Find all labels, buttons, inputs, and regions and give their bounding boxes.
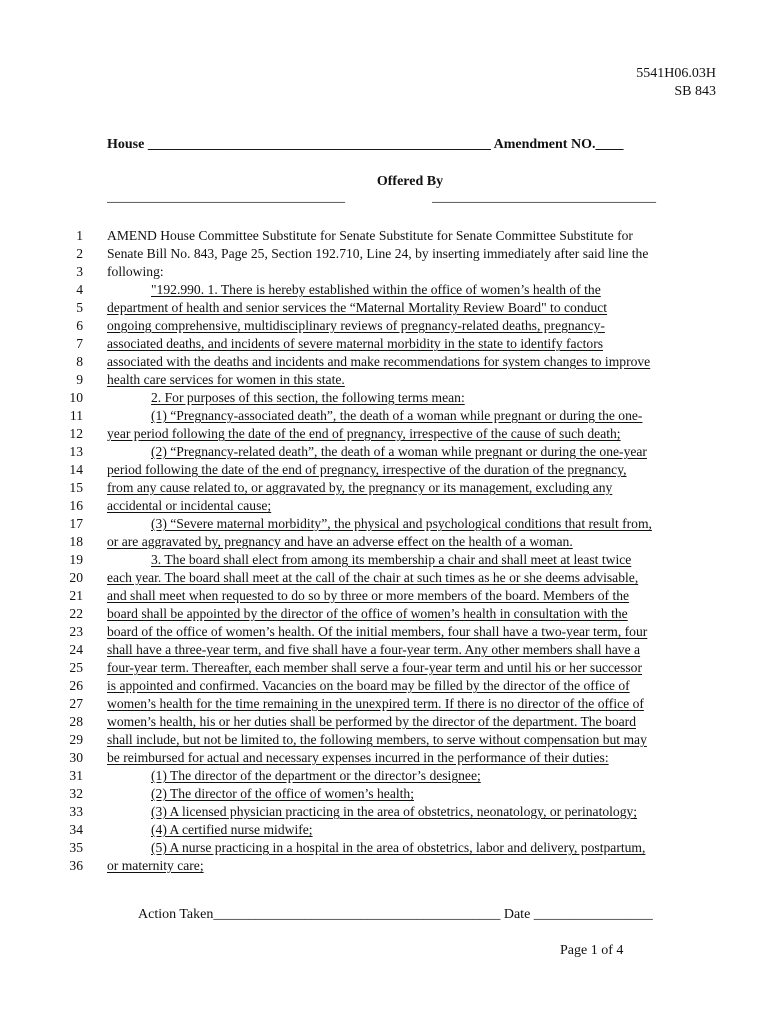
- document-line: [0, 299, 770, 317]
- document-line: [0, 353, 770, 371]
- inserted-text: or are aggravated by, pregnancy and have an adverse effect on the health of a woman.: [107, 534, 573, 549]
- line-text: [107, 839, 761, 857]
- line-text: [107, 371, 717, 389]
- line-number: 3: [76, 264, 83, 279]
- line-text: [107, 281, 761, 299]
- inserted-text: is appointed and confirmed. Vacancies on the board may be filled by the director of the office of: [107, 678, 630, 693]
- line-text: [107, 641, 717, 659]
- line-text: [107, 749, 717, 767]
- line-number: 20: [69, 570, 83, 585]
- document-line: [0, 767, 770, 785]
- line-number: 16: [69, 498, 83, 513]
- line-text: [107, 515, 761, 533]
- line-number: 25: [69, 660, 83, 675]
- line-text: [107, 659, 717, 677]
- inserted-text: associated deaths, and incidents of severe maternal morbidity in the state to identify factors: [107, 336, 604, 351]
- line-text: [107, 551, 761, 569]
- inserted-text: shall include, but not be limited to, the following members, to serve without compensation but may: [107, 732, 647, 747]
- line-text: [107, 623, 717, 641]
- inserted-text: (1) The director of the department or the director’s designee;: [151, 768, 481, 783]
- inserted-text: (3) “Severe maternal morbidity”, the physical and psychological conditions that result from,: [151, 516, 652, 531]
- document-line: [0, 587, 770, 605]
- line-text: [107, 569, 717, 587]
- line-number: 34: [69, 822, 83, 837]
- line-number: 28: [69, 714, 83, 729]
- document-line: [0, 281, 770, 299]
- line-text: [107, 803, 761, 821]
- line-number: 4: [76, 282, 83, 297]
- line-number: 33: [69, 804, 83, 819]
- document-line: [0, 317, 770, 335]
- line-number: 31: [69, 768, 83, 783]
- line-text: [107, 407, 761, 425]
- line-text: [107, 497, 717, 515]
- document-line: [0, 713, 770, 731]
- sponsor-signature-line-left: __________________________________: [107, 190, 345, 205]
- line-number: 35: [69, 840, 83, 855]
- page-number: Page 1 of 4: [560, 943, 624, 958]
- document-line: [0, 569, 770, 587]
- line-text: [107, 857, 717, 875]
- document-line: [0, 821, 770, 839]
- inserted-text: (4) A certified nurse midwife;: [151, 822, 313, 837]
- document-line: [0, 677, 770, 695]
- line-number: 23: [69, 624, 83, 639]
- line-text: [107, 335, 717, 353]
- document-line: [0, 551, 770, 569]
- line-text: [107, 389, 761, 407]
- document-line: [0, 839, 770, 857]
- offered-by-heading: Offered By: [376, 174, 444, 189]
- inserted-text: 2. For purposes of this section, the following terms mean:: [151, 390, 465, 405]
- line-number: 14: [69, 462, 83, 477]
- inserted-text: be reimbursed for actual and necessary expenses incurred in the performance of their duties:: [107, 750, 609, 765]
- inserted-text: board shall be appointed by the director of the office of women’s health in consultation with the: [107, 606, 628, 621]
- inserted-text: accidental or incidental cause;: [107, 498, 272, 513]
- line-number: 12: [69, 426, 83, 441]
- document-line: [0, 803, 770, 821]
- line-text: [107, 353, 717, 371]
- document-line: [0, 245, 770, 263]
- line-number: 15: [69, 480, 83, 495]
- inserted-text: shall have a three-year term, and five shall have a four-year term. Any other members shall have a: [107, 642, 641, 657]
- line-text: [107, 245, 717, 263]
- line-number: 18: [69, 534, 83, 549]
- line-number: 32: [69, 786, 83, 801]
- document-id: 5541H06.03H: [636, 66, 716, 81]
- document-line: [0, 785, 770, 803]
- house-label: House: [107, 137, 145, 152]
- document-line: [0, 659, 770, 677]
- line-text: [107, 767, 761, 785]
- line-text: [107, 533, 717, 551]
- document-line: [0, 371, 770, 389]
- inserted-text: (2) The director of the office of women’s health;: [151, 786, 414, 801]
- line-text: [107, 695, 717, 713]
- document-line: [0, 443, 770, 461]
- document-line: [0, 605, 770, 623]
- document-line: [0, 497, 770, 515]
- document-line: [0, 695, 770, 713]
- inserted-text: and shall meet when requested to do so by three or more members of the board. Members of the: [107, 588, 630, 603]
- date-blank: _________________: [533, 907, 653, 922]
- document-line: [0, 227, 770, 245]
- amendment-text: AMEND House Committee Substitute for Senate Substitute for Senate Committee Substitute for: [107, 228, 633, 243]
- bill-number: SB 843: [674, 84, 716, 99]
- line-number: 36: [69, 858, 83, 873]
- line-number: 17: [69, 516, 83, 531]
- document-line: [0, 749, 770, 767]
- document-line: [0, 533, 770, 551]
- inserted-text: ongoing comprehensive, multidisciplinary reviews of pregnancy-related deaths, pregnancy-: [107, 318, 605, 333]
- amendment-body: [0, 227, 770, 875]
- line-text: [107, 587, 717, 605]
- line-number: 22: [69, 606, 83, 621]
- amendment-text: following:: [107, 264, 164, 279]
- inserted-text: associated with the deaths and incidents and make recommendations for system changes to improve: [107, 354, 651, 369]
- line-number: 7: [76, 336, 83, 351]
- document-line: [0, 263, 770, 281]
- line-number: 19: [69, 552, 83, 567]
- inserted-text: or maternity care;: [107, 858, 204, 873]
- inserted-text: women’s health for the time remaining in the unexpired term. If there is no director of the office of: [107, 696, 644, 711]
- inserted-text: board of the office of women’s health. Of the initial members, four shall have a two-year term, four: [107, 624, 648, 639]
- action-taken-line: [138, 907, 718, 923]
- document-line: [0, 857, 770, 875]
- line-number: 1: [76, 228, 83, 243]
- line-number: 8: [76, 354, 83, 369]
- inserted-text: (1) “Pregnancy-associated death”, the death of a woman while pregnant or during the one-: [151, 408, 643, 423]
- line-text: [107, 299, 717, 317]
- amendment-text: Senate Bill No. 843, Page 25, Section 192.710, Line 24, by inserting immediately after said line the: [107, 246, 649, 261]
- action-taken-blank: _________________________________________: [213, 907, 501, 922]
- sponsor-signature-line-right: ________________________________: [432, 190, 656, 205]
- document-line: [0, 389, 770, 407]
- line-text: [107, 677, 717, 695]
- action-taken-label: Action Taken: [138, 907, 214, 922]
- line-text: [107, 785, 761, 803]
- document-line: [0, 425, 770, 443]
- inserted-text: "192.990. 1. There is hereby established within the office of women’s health of the: [151, 282, 601, 297]
- document-line: [0, 623, 770, 641]
- line-text: [107, 479, 717, 497]
- line-text: [107, 605, 717, 623]
- document-line: [0, 641, 770, 659]
- line-text: [107, 263, 717, 281]
- line-text: [107, 821, 761, 839]
- line-number: 5: [76, 300, 83, 315]
- document-line: [0, 335, 770, 353]
- document-line: [0, 731, 770, 749]
- inserted-text: department of health and senior services the “Maternal Mortality Review Board" to conduct: [107, 300, 608, 315]
- line-text: [107, 461, 717, 479]
- inserted-text: health care services for women in this state.: [107, 372, 345, 387]
- inserted-text: (3) A licensed physician practicing in the area of obstetrics, neonatology, or perinatology;: [151, 804, 638, 819]
- inserted-text: four-year term. Thereafter, each member shall serve a four-year term and until his or her successor: [107, 660, 642, 675]
- line-number: 2: [76, 246, 83, 261]
- amendment-label: Amendment NO.: [493, 137, 596, 152]
- line-number: 11: [69, 408, 83, 423]
- amendment-blank: ____: [595, 137, 624, 152]
- document-line: [0, 515, 770, 533]
- line-text: [107, 443, 761, 461]
- inserted-text: year period following the date of the end of pregnancy, irrespective of the cause of such death;: [107, 426, 621, 441]
- inserted-text: 3. The board shall elect from among its membership a chair and shall meet at least twice: [151, 552, 632, 567]
- line-number: 26: [69, 678, 83, 693]
- line-number: 13: [69, 444, 83, 459]
- line-number: 9: [76, 372, 83, 387]
- house-amendment-line: [107, 137, 713, 153]
- line-number: 29: [69, 732, 83, 747]
- document-line: [0, 479, 770, 497]
- document-header: [636, 65, 716, 101]
- line-number: 10: [69, 390, 83, 405]
- line-number: 24: [69, 642, 83, 657]
- line-number: 30: [69, 750, 83, 765]
- line-text: [107, 227, 717, 245]
- line-number: 27: [69, 696, 83, 711]
- inserted-text: women’s health, his or her duties shall be performed by the director of the department. The board: [107, 714, 636, 729]
- line-text: [107, 713, 717, 731]
- inserted-text: each year. The board shall meet at the call of the chair at such times as he or she deems advisable,: [107, 570, 639, 585]
- house-blank: _________________________________________________: [147, 137, 491, 152]
- line-number: 21: [69, 588, 83, 603]
- line-number: 6: [76, 318, 83, 333]
- document-line: [0, 461, 770, 479]
- inserted-text: from any cause related to, or aggravated by, the pregnancy or its management, excluding any: [107, 480, 613, 495]
- inserted-text: (2) “Pregnancy-related death”, the death of a woman while pregnant or during the one-year: [151, 444, 647, 459]
- line-text: [107, 731, 717, 749]
- line-text: [107, 425, 717, 443]
- inserted-text: (5) A nurse practicing in a hospital in the area of obstetrics, labor and delivery, postpartum,: [151, 840, 646, 855]
- inserted-text: period following the date of the end of pregnancy, irrespective of the duration of the pregnancy,: [107, 462, 627, 477]
- line-text: [107, 317, 717, 335]
- date-label: Date: [503, 907, 531, 922]
- document-line: [0, 407, 770, 425]
